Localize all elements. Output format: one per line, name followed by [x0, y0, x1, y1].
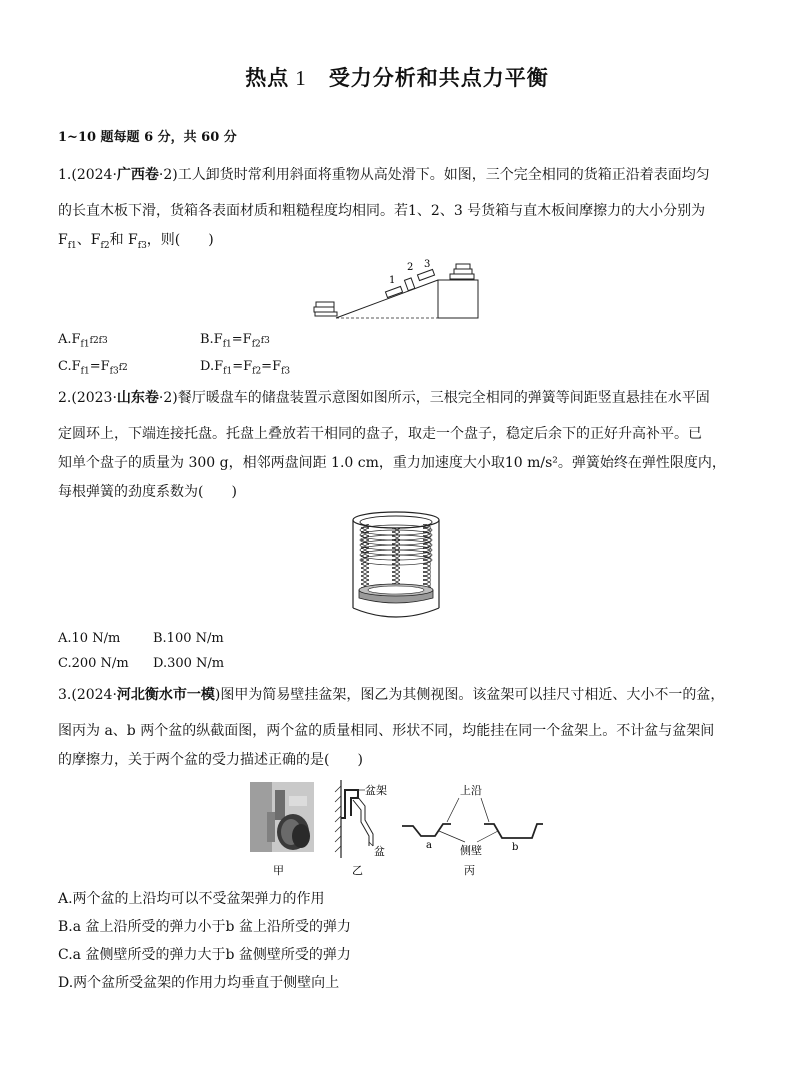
q2-line4: 每根弹簧的劲度系数为( ): [58, 484, 237, 500]
label-2: 2: [407, 262, 414, 273]
diagram-bing: [402, 798, 543, 842]
label-jia: 甲: [273, 864, 284, 877]
spring-right: [423, 524, 431, 590]
crate-2: [404, 278, 414, 291]
crates-ground: [314, 302, 337, 316]
q1-option-a[interactable]: $A.F_{f1}f2f3$: [58, 332, 108, 350]
q2-line1: 2.(2023·山东卷·2)餐厅暖盘车的储盘装置示意图如图所示，三根完全相同的弹簧等间距竖直悬挂在水平固: [58, 390, 710, 406]
q3-option-c[interactable]: C.a 盆侧壁所受的弹力大于b 盆侧壁所受的弹力: [58, 947, 351, 963]
label-b: b: [512, 842, 519, 853]
q3-line1: 3.(2024·河北衡水市一模)图甲为简易壁挂盆架，图乙为其侧视图。该盆架可以挂尺寸相近、大小不一的盆，: [58, 687, 725, 703]
q1-line1: 1.(2024·广西卷·2)工人卸货时常利用斜面将重物从高处滑下。如图，三个完全相同的货箱正沿着表面均匀: [58, 167, 710, 183]
photo-jia: [250, 782, 314, 852]
label-pen: 盆: [374, 845, 385, 858]
q2-line3: 知单个盘子的质量为 300 g，相邻两盘间距 1.0 cm，重力加速度大小取10 m/s²。弹簧始终在弹性限度内，: [58, 455, 726, 471]
spring-left: [361, 524, 369, 590]
q2-option-d[interactable]: D.300 N/m: [153, 656, 225, 671]
q3-figures: [245, 776, 555, 880]
q1-option-d[interactable]: $D.F_{f1}=F_{f2}=F_{f3}$: [200, 359, 291, 377]
q1-option-c[interactable]: $C.F_{f1}=F_{f3}f2$: [58, 359, 128, 377]
crates-top: [450, 264, 474, 279]
q2-option-a[interactable]: A.10 N/m: [58, 631, 121, 646]
page-title: 热点 1 受力分析和共点力平衡: [245, 66, 549, 90]
q1-line3: $F_{f1}$、$F_{f2}$和 $F_{f3}$，则( ): [58, 232, 214, 251]
label-3: 3: [424, 259, 431, 270]
q2-figure-plate-warmer: [349, 508, 443, 618]
crate-3: [417, 269, 434, 280]
q2-option-c[interactable]: C.200 N/m: [58, 656, 129, 671]
score-note: 1~10 题每题 6 分，共 60 分: [58, 130, 237, 145]
label-yi: 乙: [352, 864, 363, 877]
q3-option-a[interactable]: A.两个盆的上沿均可以不受盆架弹力的作用: [58, 891, 325, 907]
q1-option-b[interactable]: $B.F_{f1}=F_{f2}f3$: [200, 332, 270, 350]
q3-option-d[interactable]: D.两个盆所受盆架的作用力均垂直于侧壁向上: [58, 975, 340, 991]
q3-line2: 图丙为 a、b 两个盆的纵截面图，两个盆的质量相同、形状不同，均能挂在同一个盆架上。不计盆与盆架间: [58, 723, 715, 739]
q1-line2: 的长直木板下滑，货箱各表面材质和粗糙程度均相同。若1、2、3 号货箱与直木板间摩擦力的大小分别为: [58, 203, 706, 219]
label-cebi: 侧壁: [460, 844, 482, 857]
q2-option-b[interactable]: B.100 N/m: [153, 631, 224, 646]
q1-figure-incline: [310, 255, 485, 321]
q3-option-b[interactable]: B.a 盆上沿所受的弹力小于b 盆上沿所受的弹力: [58, 919, 351, 935]
label-1: 1: [389, 275, 396, 286]
q2-line2: 定圆环上，下端连接托盘。托盘上叠放若干相同的盘子，取走一个盘子，稳定后余下的正好升高补平。已: [58, 426, 702, 442]
label-shangyan: 上沿: [460, 784, 482, 797]
q3-line3: 的摩擦力，关于两个盆的受力描述正确的是( ): [58, 752, 363, 768]
label-a: a: [426, 840, 432, 851]
label-bing: 丙: [464, 864, 475, 877]
label-penjia: 盆架: [365, 784, 387, 797]
